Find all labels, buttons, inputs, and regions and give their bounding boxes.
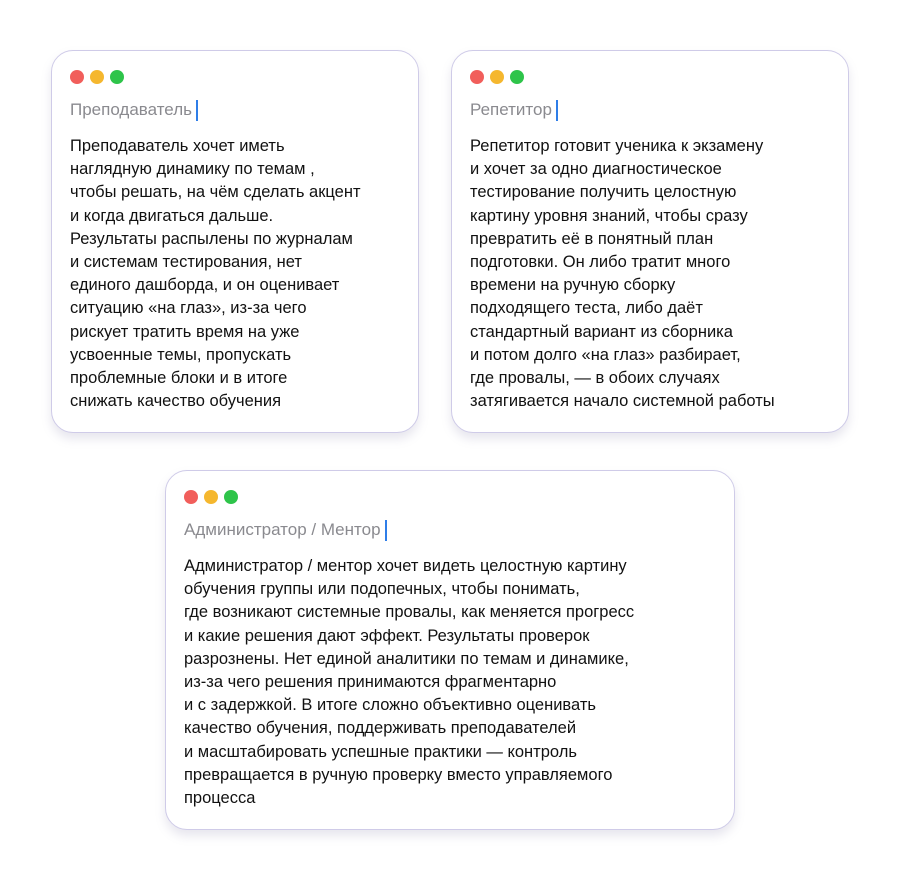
text-cursor-icon bbox=[385, 520, 387, 541]
body-text-line: подходящего теста, либо даёт bbox=[470, 299, 703, 318]
card-body bbox=[70, 135, 408, 413]
body-text-line: качество обучения, поддерживать преподавателей bbox=[184, 719, 577, 738]
window-controls bbox=[470, 70, 524, 84]
body-text-line: и системам тестирования, нет bbox=[70, 253, 302, 272]
body-text-line: времени на ручную сборку bbox=[470, 276, 676, 295]
body-text-line: снижать качество обучения bbox=[70, 392, 282, 411]
card-title-field[interactable] bbox=[470, 98, 558, 122]
text-cursor-icon bbox=[556, 100, 558, 121]
text-cursor-icon bbox=[196, 100, 198, 121]
body-text-line: тестирование получить целостную bbox=[470, 183, 737, 202]
close-dot-icon[interactable] bbox=[184, 490, 198, 504]
body-text-line: Результаты распылены по журналам bbox=[70, 229, 353, 248]
card-admin-mentor bbox=[165, 470, 735, 830]
card-title: Преподаватель bbox=[70, 100, 192, 119]
body-text-line: подготовки. Он либо тратит много bbox=[470, 253, 731, 272]
body-text-line: где провалы, — в обоих случаях bbox=[470, 369, 720, 388]
body-text-line: обучения группы или подопечных, чтобы понимать, bbox=[184, 580, 580, 599]
body-text-line: единого дашборда, и он оценивает bbox=[70, 276, 340, 295]
body-text-line: процесса bbox=[184, 789, 256, 808]
body-text-line: и когда двигаться дальше. bbox=[70, 206, 274, 225]
card-title-field[interactable] bbox=[184, 518, 387, 542]
window-controls bbox=[70, 70, 124, 84]
card-tutor bbox=[451, 50, 849, 433]
body-text-line: стандартный вариант из сборника bbox=[470, 322, 733, 341]
body-text-line: Преподаватель хочет иметь bbox=[70, 137, 285, 155]
card-teacher bbox=[51, 50, 419, 433]
body-text-line: картину уровня знаний, чтобы сразу bbox=[470, 206, 748, 225]
body-text-line: усвоенные темы, пропускать bbox=[70, 345, 292, 364]
body-text-line: превратить её в понятный план bbox=[470, 229, 714, 248]
body-text-line: затягивается начало системной работы bbox=[470, 392, 775, 411]
card-title: Репетитор bbox=[470, 100, 552, 119]
window-controls bbox=[184, 490, 238, 504]
body-text-line: и масштабировать успешные практики — контроль bbox=[184, 742, 577, 761]
close-dot-icon[interactable] bbox=[470, 70, 484, 84]
minimize-dot-icon[interactable] bbox=[90, 70, 104, 84]
body-text-line: чтобы решать, на чём сделать акцент bbox=[70, 183, 361, 202]
body-text-line: и хочет за одно диагностическое bbox=[470, 160, 722, 179]
body-text-line: и с задержкой. В итоге сложно объективно оценивать bbox=[184, 696, 596, 715]
card-body bbox=[470, 135, 838, 413]
body-text-line: из-за чего решения принимаются фрагментарно bbox=[184, 673, 557, 692]
maximize-dot-icon[interactable] bbox=[224, 490, 238, 504]
body-text-line: проблемные блоки и в итоге bbox=[70, 369, 288, 388]
body-text-line: ситуацию «на глаз», из-за чего bbox=[70, 299, 307, 318]
card-body bbox=[184, 555, 724, 810]
body-text-line: и какие решения дают эффект. Результаты проверок bbox=[184, 626, 590, 645]
card-title: Администратор / Ментор bbox=[184, 520, 381, 539]
body-text-line: рискует тратить время на уже bbox=[70, 322, 300, 341]
minimize-dot-icon[interactable] bbox=[204, 490, 218, 504]
card-title-field[interactable] bbox=[70, 98, 198, 122]
body-text-line: Репетитор готовит ученика к экзамену bbox=[470, 137, 764, 155]
close-dot-icon[interactable] bbox=[70, 70, 84, 84]
body-text-line: разрознены. Нет единой аналитики по темам и динамике, bbox=[184, 649, 629, 668]
body-text-line: и потом долго «на глаз» разбирает, bbox=[470, 345, 741, 364]
body-text-line: превращается в ручную проверку вместо управляемого bbox=[184, 765, 613, 784]
body-text-line: где возникают системные провалы, как меняется прогресс bbox=[184, 603, 635, 622]
maximize-dot-icon[interactable] bbox=[110, 70, 124, 84]
body-text-line: Администратор / ментор хочет видеть целостную картину bbox=[184, 557, 627, 575]
maximize-dot-icon[interactable] bbox=[510, 70, 524, 84]
body-text-line: наглядную динамику по темам , bbox=[70, 160, 315, 179]
minimize-dot-icon[interactable] bbox=[490, 70, 504, 84]
